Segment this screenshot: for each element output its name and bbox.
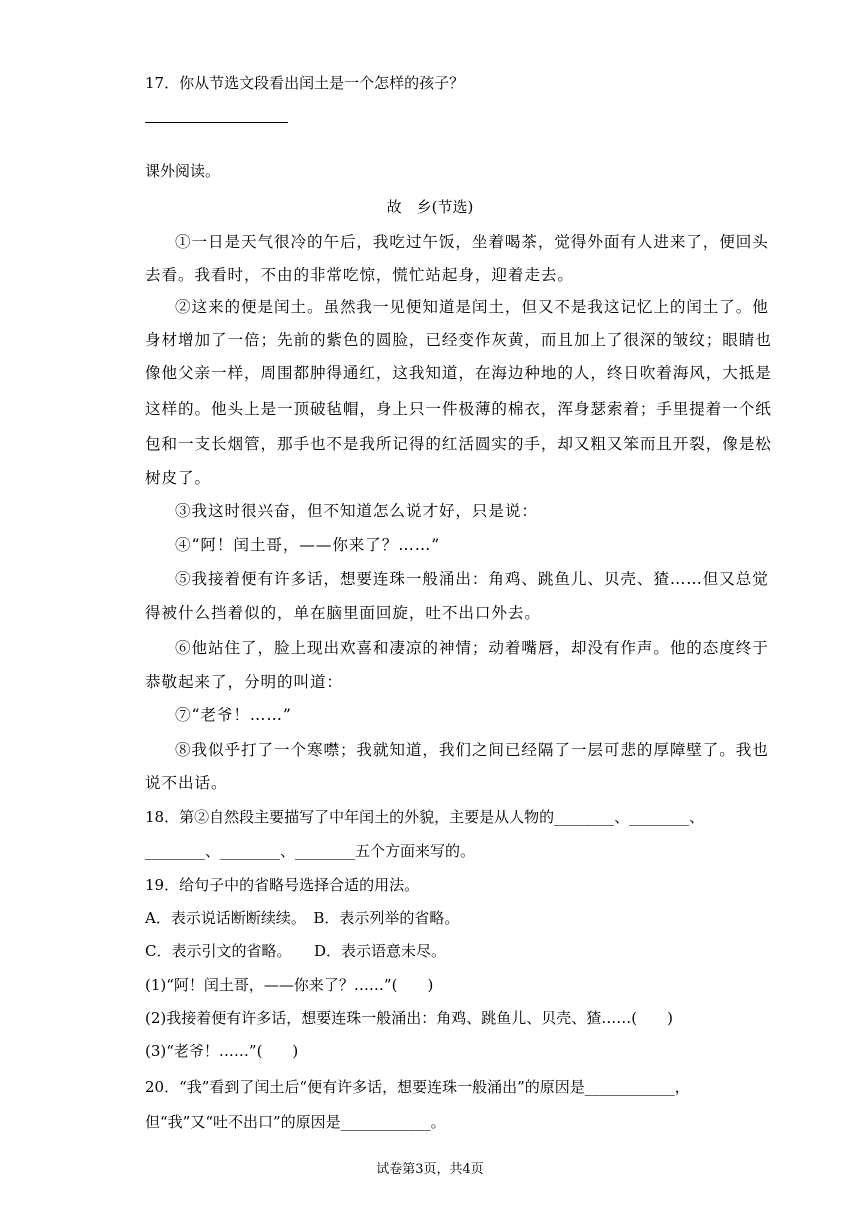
essay-line: 得被什么挡着似的，单在脑里面回旋，吐不出口外去。 — [145, 604, 541, 622]
question-20-line-1: 20．“我”看到了闰土后“便有许多话，想要连珠一般涌出”的原因是____________， — [145, 1078, 690, 1096]
question-20-line-2: 但“我”又“吐不出口”的原因是____________。 — [145, 1113, 446, 1131]
question-19-item-1: (1)“阿！闰土哥，——你来了？……”( ) — [145, 976, 434, 994]
answer-blank-line — [145, 122, 288, 123]
essay-line: ①一日是天气很冷的午后，我吃过午饭，坐着喝茶，觉得外面有人进来了，便回头 — [175, 233, 769, 251]
question-18-line-2: ________、________、________五个方面来写的。 — [145, 842, 476, 860]
question-19-stem: 19．给句子中的省略号选择合适的用法。 — [145, 876, 420, 894]
question-19-options-ab: A．表示说话断断续续。 B．表示列举的省略。 — [145, 909, 460, 927]
page-footer: 试卷第3页，共4页 — [376, 1162, 484, 1177]
essay-line: 像他父亲一样，周围都肿得通红，这我知道，在海边种地的人，终日吹着海风，大抵是 — [145, 364, 772, 382]
essay-line: 说不出话。 — [145, 774, 228, 792]
essay-line: 身材增加了一倍；先前的紫色的圆脸，已经变作灰黄，而且加上了很深的皱纹；眼睛也 — [145, 331, 772, 349]
question-19-item-3: (3)“老爷！……”( ) — [145, 1042, 299, 1060]
question-17: 17．你从节选文段看出闰土是一个怎样的孩子？ — [145, 74, 465, 92]
essay-line: ③我这时很兴奋，但不知道怎么说才好，只是说： — [175, 502, 538, 520]
essay-line: 这样的。他头上是一顶破毡帽，身上只一件极薄的棉衣，浑身瑟索着；手里提着一个纸 — [145, 400, 772, 418]
question-18-line-1: 18．第②自然段主要描写了中年闰土的外貌，主要是从人物的________、________、 — [145, 808, 705, 826]
essay-line: ⑦“老爷！……” — [175, 706, 292, 724]
essay-line: ⑧我似乎打了一个寒噤；我就知道，我们之间已经隔了一层可悲的厚障壁了。我也 — [175, 741, 769, 759]
essay-title: 故 乡(节选) — [386, 198, 474, 216]
essay-line: 树皮了。 — [145, 469, 211, 487]
question-19-item-2: (2)我接着便有许多话，想要连珠一般涌出：角鸡、跳鱼儿、贝壳、猹……( ) — [145, 1009, 673, 1027]
essay-line: ⑤我接着便有许多话，想要连珠一般涌出：角鸡、跳鱼儿、贝壳、猹……但又总觉 — [175, 570, 769, 588]
reading-section-header: 课外阅读。 — [145, 162, 221, 180]
essay-line: 包和一支长烟管，那手也不是我所记得的红活圆实的手，却又粗又笨而且开裂，像是松 — [145, 435, 772, 453]
question-19-options-cd: C．表示引文的省略。 D．表示语意未尽。 — [145, 942, 447, 960]
essay-line: ⑥他站住了，脸上现出欢喜和凄凉的神情；动着嘴唇，却没有作声。他的态度终于 — [175, 639, 769, 657]
essay-line: 恭敬起来了，分明的叫道： — [145, 673, 343, 691]
essay-line: ②这来的便是闰土。虽然我一见便知道是闰土，但又不是我这记忆上的闰土了。他 — [175, 298, 769, 316]
essay-line: 去看。我看时，不由的非常吃惊，慌忙站起身，迎着走去。 — [145, 266, 574, 284]
essay-line: ④“阿！闰土哥，——你来了？……” — [175, 536, 441, 554]
